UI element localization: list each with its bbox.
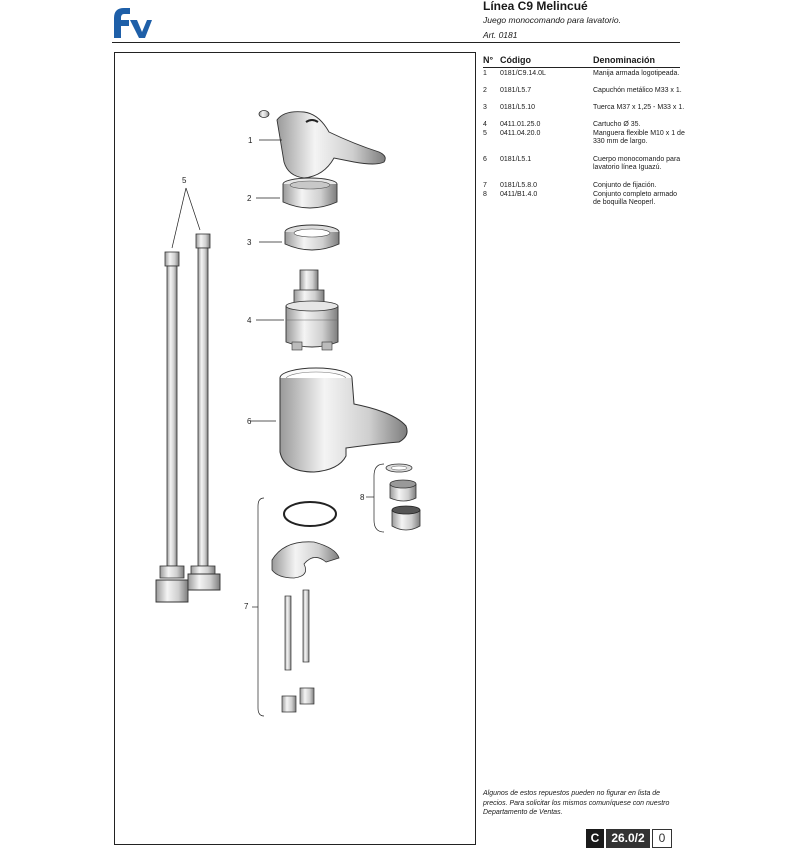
callout-5: 5 — [182, 176, 187, 185]
page-revision: 0 — [652, 829, 672, 848]
part-cartridge — [256, 270, 338, 350]
col-header-description: Denominación — [593, 55, 656, 65]
callout-3: 3 — [247, 238, 252, 247]
table-row — [483, 104, 685, 121]
page-section: C — [586, 829, 604, 848]
part-aerator-set — [366, 464, 420, 532]
col-header-number: N° — [483, 55, 494, 65]
row-code: 0411.04.20.0 — [500, 130, 541, 137]
row-description: Manguera flexible M10 x 1 de 330 mm de largo. — [593, 130, 685, 146]
row-number: 4 — [483, 121, 487, 128]
page-title: Línea C9 Melincué — [483, 0, 588, 13]
row-description: Manija armada logotipeada. — [593, 70, 680, 77]
row-code: 0411.01.25.0 — [500, 121, 541, 128]
table-row — [483, 130, 685, 156]
part-metal-cap — [256, 178, 337, 208]
part-fixing-set — [252, 498, 339, 716]
row-number: 6 — [483, 156, 487, 163]
row-code: 0181/C9.14.0L — [500, 70, 546, 77]
table-row — [483, 191, 680, 217]
row-number: 5 — [483, 130, 487, 137]
row-number: 2 — [483, 87, 487, 94]
row-description: Conjunto de fijación. — [593, 182, 657, 189]
col-header-code: Código — [500, 55, 531, 65]
row-description: Conjunto completo armado de boquilla Neoperl. — [593, 191, 678, 207]
page-number: 26.0/2 — [606, 829, 650, 848]
footnote: Algunos de estos repuestos pueden no figurar en lista de precios. Para solicitar los mismos comuníquese con nuestro Departamento de Ventas. — [483, 790, 670, 816]
callout-7: 7 — [244, 602, 249, 611]
callout-2: 2 — [247, 194, 252, 203]
row-number: 1 — [483, 70, 487, 77]
part-flexible-hoses — [156, 176, 220, 602]
parts-table — [483, 70, 685, 217]
table-row — [483, 87, 680, 104]
article-number: Art. 0181 — [483, 30, 518, 40]
fv-logo — [112, 4, 152, 40]
row-number: 7 — [483, 182, 487, 189]
row-description: Cartucho Ø 35. — [593, 121, 641, 128]
part-nut — [259, 225, 339, 250]
table-row — [483, 182, 680, 191]
row-description: Tuerca M37 x 1,25 - M33 x 1. — [593, 104, 685, 111]
callout-1: 1 — [248, 136, 253, 145]
callout-8: 8 — [360, 493, 365, 502]
callout-6: 6 — [247, 417, 252, 426]
header-rule — [112, 42, 680, 43]
table-row — [483, 156, 680, 182]
row-number: 8 — [483, 191, 487, 198]
table-header-rule — [483, 67, 680, 68]
row-description: Cuerpo monocomando para lavatorio línea Iguazú. — [593, 156, 681, 172]
part-handle — [259, 111, 385, 179]
part-faucet-body — [250, 368, 407, 472]
row-code: 0181/L5.1 — [500, 156, 532, 163]
row-code: 0181/L5.7 — [500, 87, 532, 94]
table-row — [483, 121, 680, 130]
exploded-view-drawing — [114, 52, 476, 845]
page-tag — [586, 829, 672, 848]
product-subtitle: Juego monocomando para lavatorio. — [483, 15, 621, 25]
row-number: 3 — [483, 104, 487, 111]
row-description: Capuchón metálico M33 x 1. — [593, 87, 682, 94]
table-row — [483, 70, 680, 87]
row-code: 0411/B1.4.0 — [500, 191, 538, 198]
callout-4: 4 — [247, 316, 252, 325]
row-code: 0181/L5.10 — [500, 104, 536, 111]
row-code: 0181/L5.8.0 — [500, 182, 537, 189]
